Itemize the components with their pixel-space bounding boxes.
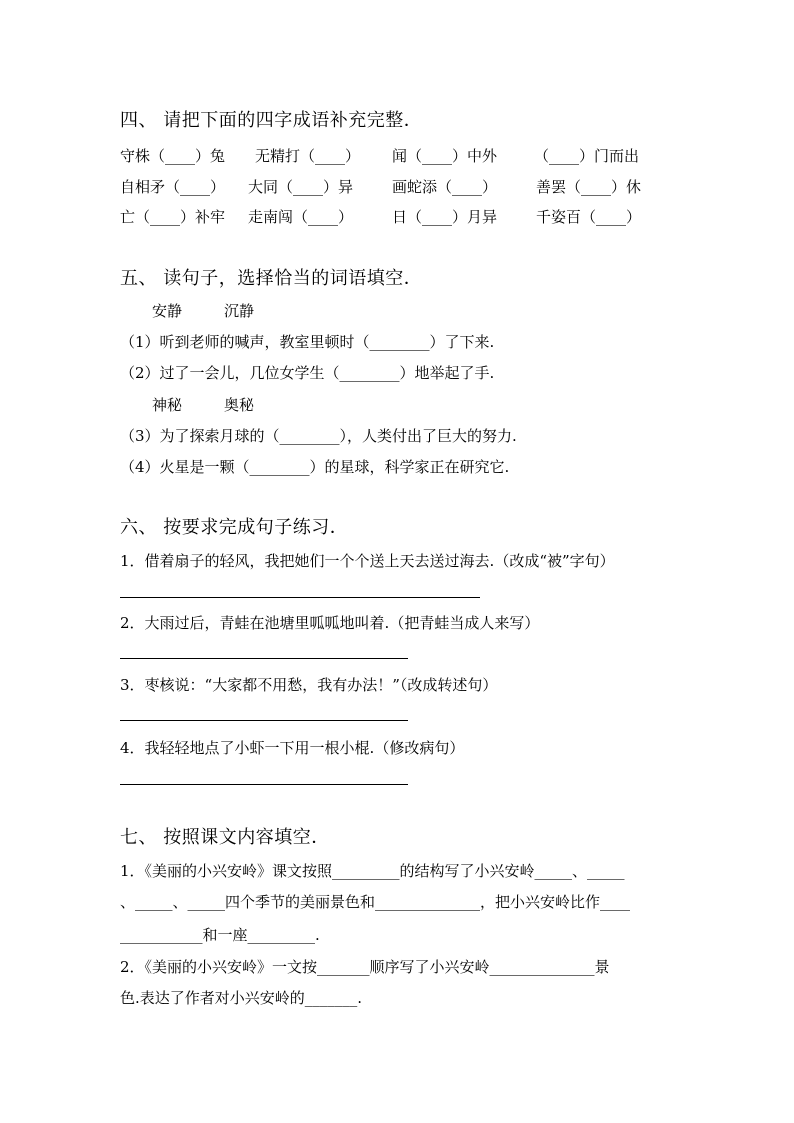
idiom-item: 日（____）月异 — [392, 208, 498, 226]
idiom-item: 走南闯（____） — [248, 208, 354, 226]
idiom-item: 善罢（____）休 — [536, 178, 642, 196]
section-7-heading: 七、 按照课文内容填空． — [120, 827, 330, 848]
question-2: （2）过了一会儿，几位女学生（________）地举起了手. — [120, 364, 495, 382]
fill-in-question-2-cont: 色.表达了作者对小兴安岭的_______. — [120, 989, 363, 1007]
idiom-item: 无精打（____） — [255, 147, 361, 165]
word-choice: 奥秘 — [224, 396, 255, 414]
idiom-item: 闻（____）中外 — [392, 147, 498, 165]
question-4: 4．我轻轻地点了小虾一下用一根小棍.（修改病句） — [120, 739, 465, 757]
fill-in-question-1-cont: ___________和一座_________. — [120, 926, 320, 944]
idiom-item: 守株（____）兔 — [120, 147, 226, 165]
section-5-heading: 五、 读句子，选择恰当的词语填空． — [120, 268, 423, 289]
question-4: （4）火星是一颗（________）的星球，科学家正在研究它. — [120, 458, 510, 476]
section-6-heading: 六、 按要求完成句子练习． — [120, 517, 349, 538]
word-choice: 沉静 — [224, 302, 255, 320]
question-3: 3．枣核说：“大家都不用愁，我有办法！”（改成转述句） — [120, 676, 498, 694]
idiom-item: 大同（____）异 — [248, 178, 354, 196]
word-choice: 神秘 — [152, 396, 183, 414]
question-1: （1）听到老师的喊声，教室里顿时（________）了下来. — [120, 333, 495, 351]
answer-line[interactable] — [120, 720, 408, 721]
fill-in-question-1-cont: 、_____、_____四个季节的美丽景色和______________，把小兴安岭比作____ — [120, 893, 631, 911]
idiom-item: 画蛇添（____） — [392, 178, 498, 196]
answer-line[interactable] — [120, 597, 480, 598]
question-3: （3）为了探索月球的（________），人类付出了巨大的努力. — [120, 427, 517, 445]
question-2: 2．大雨过后，青蛙在池塘里呱呱地叫着.（把青蛙当成人来写） — [120, 614, 540, 632]
section-4-heading: 四、 请把下面的四字成语补充完整． — [120, 110, 423, 131]
fill-in-question-1: 1．《美丽的小兴安岭》课文按照_________的结构写了小兴安岭_____、_____ — [120, 862, 625, 880]
idiom-item: 自相矛（____） — [120, 178, 226, 196]
answer-line[interactable] — [120, 658, 408, 659]
fill-in-question-2: 2．《美丽的小兴安岭》一文按_______顺序写了小兴安岭______________景 — [120, 958, 610, 976]
answer-line[interactable] — [120, 784, 408, 785]
question-1: 1．借着扇子的轻风，我把她们一个个送上天去送过海去.（改成“被”字句） — [120, 552, 615, 570]
word-choice: 安静 — [152, 302, 183, 320]
idiom-item: 亡（____）补牢 — [120, 208, 226, 226]
idiom-item: （____）门而出 — [534, 147, 640, 165]
idiom-item: 千姿百（____） — [536, 208, 642, 226]
